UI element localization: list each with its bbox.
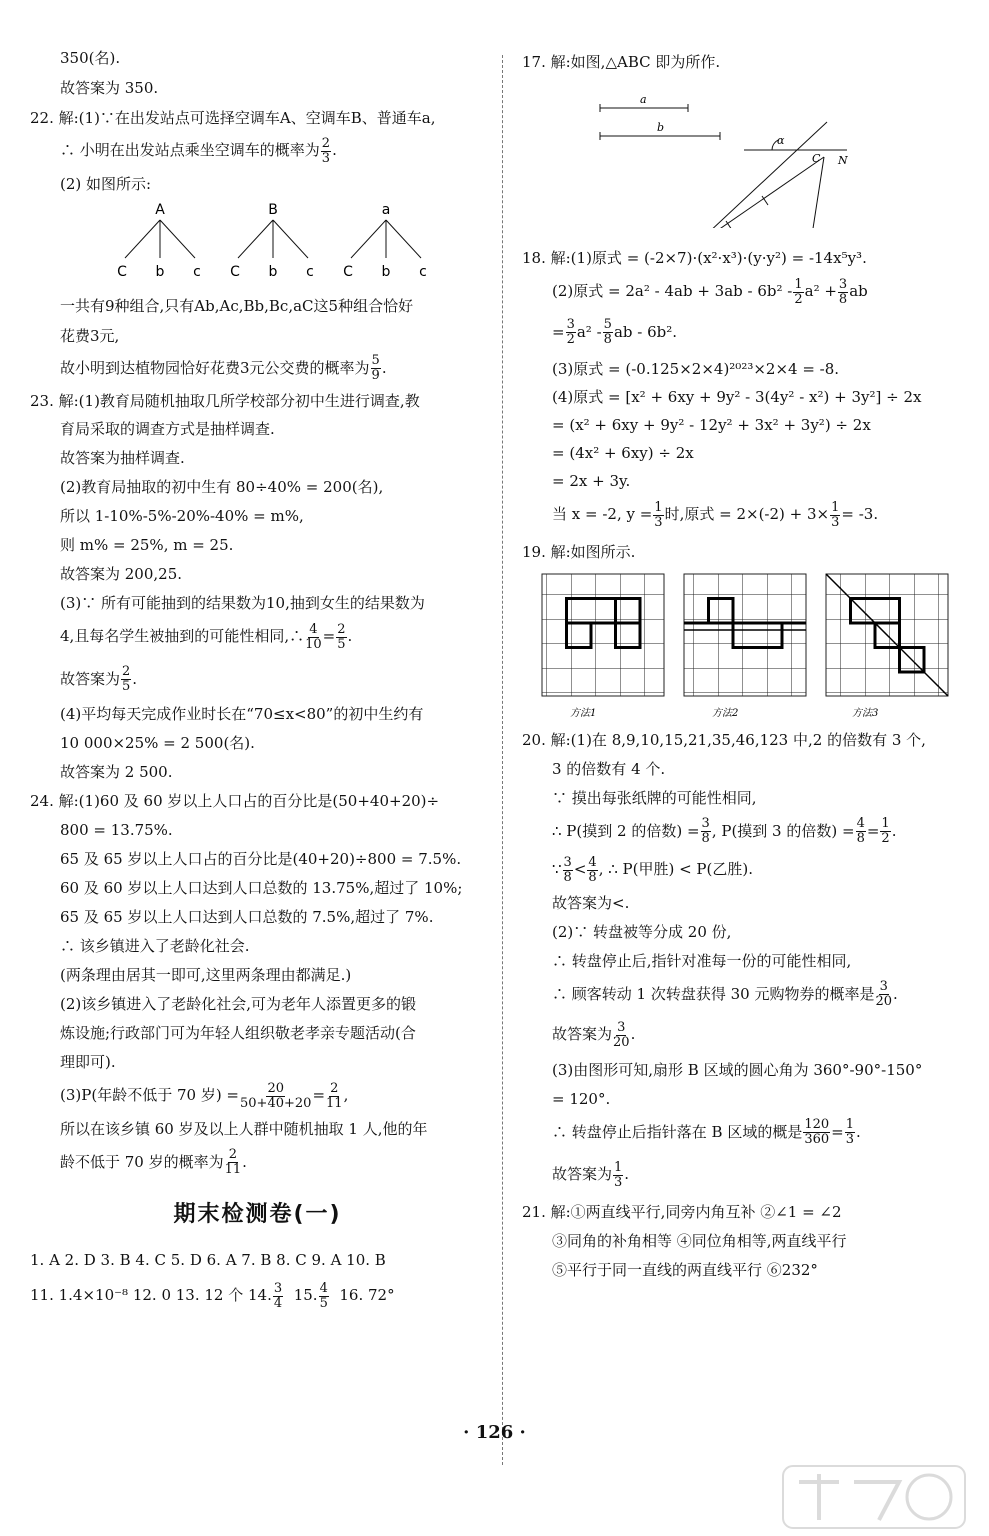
- text-line: [30, 136, 485, 166]
- text-line: 故答案为抽样调查.: [60, 449, 185, 467]
- grid-caption: 方法3: [852, 707, 879, 719]
- denominator: 3: [614, 1174, 623, 1190]
- text-line: ∴ 转盘停止后,指针对准每一份的可能性相同,: [552, 951, 852, 970]
- text-line: 故答案为 350.: [60, 79, 159, 97]
- fraction: [613, 1021, 630, 1050]
- text: =: [322, 627, 336, 645]
- fraction: [563, 856, 573, 885]
- denominator: 3: [845, 1132, 855, 1147]
- text-line: = (4x² + 6xy) ÷ 2x: [552, 444, 694, 462]
- denominator: 20: [613, 1034, 630, 1050]
- numerator: 3: [617, 1019, 626, 1035]
- watermark-logo: [779, 1462, 969, 1532]
- text-line: [522, 854, 967, 885]
- text-line: [522, 499, 967, 530]
- text: 故小明到达植物园恰好花费3元公交费的概率为: [60, 358, 370, 377]
- grid-method-2: [684, 574, 806, 719]
- text: , P(摸到 3 的倍数) =: [711, 821, 855, 840]
- fraction: [371, 354, 381, 383]
- denominator: 8: [701, 831, 710, 846]
- denominator: 8: [563, 869, 572, 885]
- fraction: [803, 1118, 830, 1147]
- numerator: 4: [588, 854, 597, 870]
- text-line: 理即可).: [60, 1053, 116, 1071]
- text-line: = (x² + 6xy + 9y² - 12y² + 3x² + 3y²) ÷ 2x: [552, 416, 871, 434]
- page-number: · 126 ·: [463, 1422, 526, 1443]
- numerator: 120: [804, 1117, 830, 1132]
- text-line: [522, 276, 967, 307]
- tree-leaf: b: [155, 263, 165, 280]
- text: =: [312, 1086, 326, 1104]
- fraction: [336, 623, 346, 652]
- tree-B: [230, 202, 314, 280]
- text: .: [381, 358, 387, 377]
- denominator: 5: [337, 636, 346, 652]
- numerator: 1: [794, 276, 803, 292]
- denominator: 8: [856, 831, 865, 846]
- numerator: 1: [654, 499, 663, 515]
- text: .: [856, 1122, 861, 1141]
- text-line: 23. 解:(1)教育局随机抽取几所学校部分初中生进行调查,教: [30, 392, 420, 410]
- fraction: [305, 623, 322, 652]
- question-23: [30, 391, 485, 782]
- question-19: [522, 542, 967, 720]
- text-line: (4)平均每天完成作业时长在“70≤x<80”的初中生约有: [60, 705, 424, 723]
- text: =: [552, 322, 565, 341]
- text: .: [630, 1025, 636, 1043]
- tree-leaf: c: [193, 263, 201, 280]
- text-line: 10 000×25% = 2 500(名).: [60, 734, 255, 752]
- fraction: [793, 278, 803, 307]
- fraction: [121, 665, 131, 694]
- text: =: [866, 821, 880, 840]
- denominator: 10: [305, 636, 322, 652]
- text-line: ⑤平行于同一直线的两直线平行 ⑥232°: [552, 1260, 818, 1279]
- denominator: 8: [603, 332, 612, 347]
- grid-caption: 方法1: [570, 707, 597, 719]
- text-line: (3)∵ 所有可能抽到的结果数为10,抽到女生的结果数为: [60, 594, 425, 612]
- text: 故答案为: [60, 669, 121, 688]
- tree-root: a: [381, 201, 391, 218]
- text: =: [831, 1122, 844, 1141]
- fraction: [875, 980, 892, 1009]
- text: 故答案为: [552, 1025, 613, 1043]
- text: ∴ 转盘停止后指针落在 B 区域的概是: [552, 1122, 803, 1141]
- numerator: 4: [856, 816, 865, 831]
- numerator: 2: [321, 135, 331, 151]
- text: ab: [849, 282, 868, 300]
- text: 时,原式 = 2×(-2) + 3×: [664, 505, 830, 523]
- text: .: [347, 627, 353, 645]
- fraction: [566, 318, 576, 347]
- text-line: (3)由图形可知,扇形 B 区域的圆心角为 360°-90°-150°: [552, 1060, 923, 1079]
- numerator: 3: [563, 854, 572, 870]
- text: (2)原式 = 2a² - 4ab + 3ab - 6b² -: [552, 282, 793, 300]
- text-line: 800 = 13.75%.: [60, 821, 173, 839]
- right-column: [522, 52, 967, 1280]
- question-18: [522, 248, 967, 530]
- tree-root: A: [155, 201, 165, 218]
- text-line: 花费3元,: [60, 326, 120, 345]
- numerator: 2: [122, 664, 131, 679]
- numerator: 4: [319, 1280, 328, 1296]
- text: ∴ 顾客转动 1 次转盘获得 30 元购物券的概率是: [552, 984, 875, 1003]
- segment-label: a: [640, 93, 647, 106]
- fraction: [880, 817, 890, 846]
- fraction: [653, 501, 663, 530]
- text: ∵: [552, 860, 562, 878]
- text: ∴ P(摸到 2 的倍数) =: [552, 821, 700, 840]
- text-line: (4)原式 = [x² + 6xy + 9y² - 3(4y² - x²) + 3y²] ÷ 2x: [552, 388, 922, 406]
- denominator: 3: [321, 150, 331, 166]
- text-line: 故答案为 2 500.: [60, 763, 173, 781]
- tree-leaf: C: [343, 263, 353, 280]
- question-17: [522, 52, 967, 228]
- text: 故答案为: [552, 1165, 613, 1183]
- numerator: 3: [566, 317, 575, 332]
- numerator: 1: [845, 1117, 855, 1132]
- text-line: [30, 354, 485, 384]
- tree-diagram: [90, 200, 510, 290]
- text-line: 18. 解:(1)原式 = (-2×7)·(x²·x³)·(y·y²) = -14x⁵y³.: [522, 249, 867, 267]
- numerator: 3: [701, 816, 710, 831]
- text-line: [522, 317, 967, 348]
- tree-root: B: [268, 201, 278, 218]
- text: (3)P(年龄不低于 70 岁) =: [60, 1086, 240, 1104]
- denominator: 8: [838, 291, 848, 307]
- text-line: [522, 1117, 967, 1148]
- text: a² -: [576, 322, 602, 341]
- fraction: [319, 1282, 329, 1311]
- numerator: 5: [603, 317, 612, 332]
- text: 16. 72°: [339, 1286, 395, 1304]
- denominator: 3: [831, 514, 840, 530]
- text-line: (2)∵ 转盘被等分成 20 份,: [552, 922, 732, 941]
- text-line: 65 及 65 岁以上人口占的百分比是(40+20)÷800 = 7.5%.: [60, 850, 462, 868]
- text-line: 育局采取的调查方式是抽样调查.: [60, 420, 275, 438]
- text-line: 故答案为<.: [552, 893, 630, 912]
- text-line: 3 的倍数有 4 个.: [552, 759, 666, 778]
- text: .: [132, 669, 138, 688]
- segment-label: b: [657, 121, 665, 134]
- tree-a: [343, 202, 427, 280]
- grid-method-3: [826, 574, 948, 719]
- tree-leaf: b: [381, 263, 391, 280]
- text-line: ③同角的补角相等 ④同位角相等,两直线平行: [552, 1231, 847, 1250]
- text-line: 20. 解:(1)在 8,9,10,15,21,35,46,123 中,2 的倍数有 3 个,: [522, 730, 926, 749]
- text-line: [522, 979, 967, 1010]
- fraction: [830, 501, 840, 530]
- fraction: [321, 137, 331, 166]
- text-line: 则 m% = 25%, m = 25.: [60, 536, 234, 554]
- denominator: 8: [588, 869, 597, 885]
- text: ab - 6b².: [613, 322, 678, 341]
- text-line: (2)教育局抽取的初中生有 80÷40% = 200(名),: [60, 478, 384, 496]
- text: ,: [343, 1086, 349, 1104]
- text: .: [624, 1165, 630, 1183]
- text-line: = 120°.: [552, 1089, 611, 1108]
- section-title: 期末检测卷(一): [173, 1202, 342, 1227]
- tree-leaf: C: [117, 263, 127, 280]
- text: 当 x = -2, y =: [552, 505, 653, 523]
- text-line: 60 及 60 岁以上人口达到人口总数的 13.75%,超过了 10%;: [60, 879, 463, 897]
- text-line: 350(名).: [60, 49, 121, 67]
- point-label: N: [838, 154, 848, 167]
- text: 15.: [293, 1286, 318, 1304]
- text-line: 65 及 65 岁以上人口达到人口总数的 7.5%,超过了 7%.: [60, 908, 434, 926]
- fraction: [225, 1148, 242, 1177]
- tree-leaf: C: [230, 263, 240, 280]
- tree-leaf: c: [419, 263, 427, 280]
- fraction: [240, 1082, 311, 1111]
- text-line: 所以在该乡镇 60 岁及以上人群中随机抽取 1 人,他的年: [60, 1119, 428, 1138]
- angle-label: α: [777, 134, 785, 147]
- denominator: 360: [804, 1132, 830, 1147]
- text: .: [242, 1152, 247, 1171]
- text: <: [573, 860, 587, 878]
- text-line: 所以 1-10%-5%-20%-40% = m%,: [60, 507, 304, 525]
- grid-figures: [522, 570, 952, 720]
- text: .: [893, 984, 898, 1003]
- numerator: 5: [371, 353, 380, 368]
- text-line: ∴ 该乡镇进入了老龄化社会.: [60, 937, 250, 955]
- numerator: 2: [330, 1080, 339, 1096]
- question-21: [522, 1202, 967, 1280]
- text: .: [332, 141, 337, 159]
- numerator: 3: [838, 276, 848, 292]
- text-line: 21. 解:①两直线平行,同旁内角互补 ②∠1 = ∠2: [522, 1202, 842, 1221]
- denominator: 11: [224, 1162, 242, 1177]
- fraction: [587, 856, 597, 885]
- text-line: [522, 816, 967, 847]
- tree-A: [117, 202, 201, 280]
- text-line: 炼设施;行政部门可为年轻人组织敬老孝亲专题活动(合: [60, 1024, 416, 1042]
- text-line: (3)原式 = (-0.125×2×4)²⁰²³×2×4 = -8.: [552, 360, 840, 378]
- text: 4,且每名学生被抽到的可能性相同,∴: [60, 627, 305, 645]
- denominator: 9: [371, 368, 380, 383]
- text: , ∴ P(甲胜) < P(乙胜).: [598, 860, 754, 878]
- point-label: C: [812, 152, 821, 165]
- numerator: 1: [831, 499, 840, 515]
- denominator: 50+40+20: [240, 1095, 312, 1111]
- text: a² +: [804, 282, 837, 300]
- text-line: (两条理由居其一即可,这里两条理由都满足.): [60, 966, 352, 984]
- numerator: 3: [273, 1280, 283, 1296]
- left-column: [30, 44, 485, 1311]
- denominator: 20: [875, 994, 893, 1009]
- text-line: 17. 解:如图,△ABC 即为所作.: [522, 53, 721, 71]
- answer-line: [30, 1280, 485, 1311]
- text: .: [891, 821, 897, 840]
- text-line: 22. 解:(1)∵在出发站点可选择空调车A、空调车B、普通车a,: [30, 109, 436, 127]
- text: ∴ 小明在出发站点乘坐空调车的概率为: [60, 141, 320, 159]
- text-line: (2) 如图所示:: [60, 174, 152, 193]
- text-line: 19. 解:如图所示.: [522, 542, 636, 561]
- denominator: 2: [881, 831, 890, 846]
- denominator: 4: [273, 1295, 283, 1311]
- numerator: 2: [228, 1147, 238, 1162]
- grid-method-1: [542, 574, 664, 719]
- text-line: [30, 621, 485, 652]
- question-24: [30, 791, 485, 1177]
- denominator: 2: [794, 291, 803, 307]
- text-line: [30, 1147, 485, 1178]
- fraction: [701, 817, 711, 846]
- fraction: [838, 278, 848, 307]
- denominator: 5: [319, 1295, 328, 1311]
- numerator: 20: [267, 1080, 284, 1096]
- denominator: 5: [122, 679, 131, 694]
- construction-figure: [522, 78, 962, 228]
- question-22: [30, 108, 485, 383]
- text-line: [522, 1159, 967, 1190]
- text-line: (2)该乡镇进入了老龄化社会,可为老年人添置更多的锻: [60, 995, 417, 1013]
- fraction: [845, 1118, 855, 1147]
- fraction: [856, 817, 866, 846]
- text-line: [30, 664, 485, 695]
- denominator: 11: [326, 1095, 343, 1111]
- grid-caption: 方法2: [712, 707, 739, 719]
- text-line: [522, 1019, 967, 1050]
- numerator: 3: [879, 979, 888, 994]
- text: 龄不低于 70 岁的概率为: [60, 1152, 224, 1171]
- numerator: 4: [309, 621, 318, 637]
- fraction: [273, 1282, 283, 1311]
- text-line: 故答案为 200,25.: [60, 565, 183, 583]
- numerator: 1: [614, 1159, 623, 1175]
- fraction: [613, 1161, 623, 1190]
- denominator: 3: [654, 514, 663, 530]
- fraction: [326, 1082, 343, 1111]
- numerator: 1: [881, 816, 890, 831]
- text-line: [30, 1080, 485, 1111]
- denominator: 2: [566, 332, 575, 347]
- text-line: = 2x + 3y.: [552, 472, 631, 490]
- tree-leaf: c: [306, 263, 314, 280]
- text-line: ∵ 摸出每张纸牌的可能性相同,: [552, 788, 757, 807]
- text-line: 24. 解:(1)60 及 60 岁以上人口占的百分比是(50+40+20)÷: [30, 792, 440, 810]
- numerator: 2: [337, 621, 346, 637]
- text-line: 一共有9种组合,只有Ab,Ac,Bb,Bc,aC这5种组合恰好: [60, 296, 414, 315]
- question-20: [522, 730, 967, 1190]
- tree-leaf: b: [268, 263, 278, 280]
- fraction: [603, 318, 613, 347]
- text: = -3.: [841, 505, 879, 523]
- answer-line: 1. A 2. D 3. B 4. C 5. D 6. A 7. B 8. C 9. A 10. B: [30, 1251, 386, 1269]
- text: 11. 1.4×10⁻⁸ 12. 0 13. 12 个 14.: [30, 1286, 272, 1304]
